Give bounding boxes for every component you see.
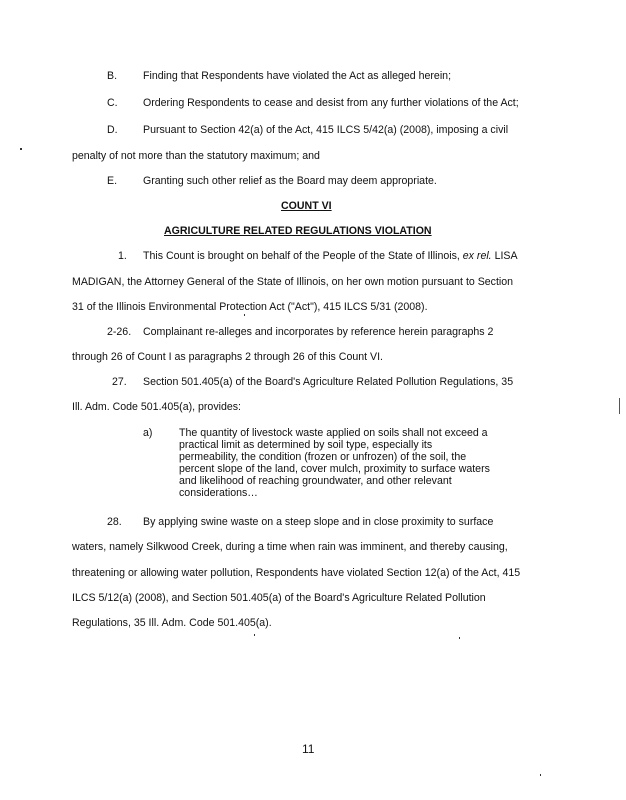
para2-26-line1: Complainant re-alleges and incorporates by reference herein paragraphs 2 [143,326,494,338]
quote-line: and likelihood of reaching groundwater, and other relevant [179,475,452,487]
para1-line2: MADIGAN, the Attorney General of the State of Illinois, on her own motion pursuant to Section [72,276,514,288]
para27-number: 27. [112,376,127,388]
quote-line: permeability, the condition (frozen or unfrozen) of the soil, the [179,451,467,463]
item-e-label: E. [107,175,118,187]
para2-26-number: 2-26. [107,326,132,338]
quote-line: considerations… [179,487,258,499]
para2-26-line2: through 26 of Count I as paragraphs 2 through 26 of this Count VI. [72,351,383,363]
item-d-continuation: penalty of not more than the statutory maximum; and [72,150,320,162]
scan-speck [254,634,255,636]
scan-speck [244,314,245,316]
para27-line2: Ill. Adm. Code 501.405(a), provides: [72,401,242,413]
item-b-label: B. [107,70,118,82]
para1-line3: 31 of the Illinois Environmental Protection Act ("Act"), 415 ILCS 5/31 (2008). [72,301,428,313]
item-c-label: C. [107,97,118,109]
para28-line: Regulations, 35 Ill. Adm. Code 501.405(a). [72,617,272,629]
scan-speck [540,774,541,776]
item-d-label: D. [107,124,118,136]
quote-line: practical limit as determined by soil type, especially its [179,439,433,451]
para1-line1: This Count is brought on behalf of the People of the State of Illinois, ex rel. LISA [143,250,518,262]
para27-line1: Section 501.405(a) of the Board's Agriculture Related Pollution Regulations, 35 [143,376,514,388]
quote-line: percent slope of the land, cover mulch, proximity to surface waters [179,463,490,475]
count-subheading: AGRICULTURE RELATED REGULATIONS VIOLATION [164,225,432,237]
para28-line: By applying swine waste on a steep slope and in close proximity to surface [143,516,494,528]
item-b-text: Finding that Respondents have violated the Act as alleged herein; [143,70,452,82]
scan-edge-mark [619,398,620,414]
para1-number: 1. [118,250,127,262]
para28-line: threatening or allowing water pollution, Respondents have violated Section 12(a) of the Act, 415 [72,567,521,579]
scan-speck [20,148,22,150]
page-number: 11 [302,742,315,756]
para28-line: waters, namely Silkwood Creek, during a time when rain was imminent, and thereby causing, [72,541,508,553]
para28-line: ILCS 5/12(a) (2008), and Section 501.405(a) of the Board's Agriculture Related Pollution [72,592,486,604]
quote-line: The quantity of livestock waste applied on soils shall not exceed a [179,427,488,439]
item-c-text: Ordering Respondents to cease and desist from any further violations of the Act; [143,97,519,109]
scan-speck [459,637,460,639]
count-heading: COUNT VI [281,200,332,212]
item-e-text: Granting such other relief as the Board may deem appropriate. [143,175,437,187]
para28-number: 28. [107,516,122,528]
quote-label: a) [143,427,153,439]
item-d-text: Pursuant to Section 42(a) of the Act, 415 ILCS 5/42(a) (2008), imposing a civil [143,124,509,136]
